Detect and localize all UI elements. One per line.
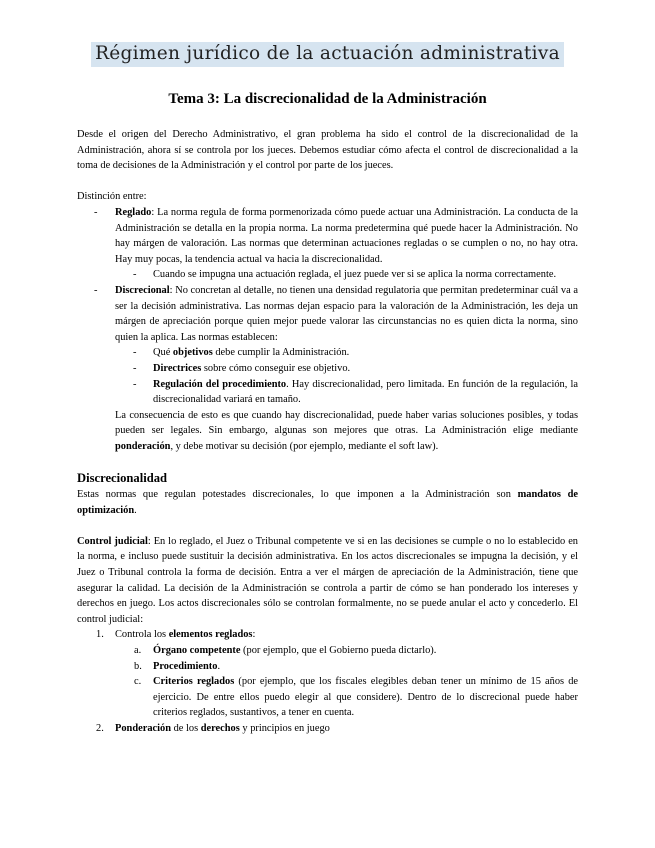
term-control-judicial: Control judicial [77,535,148,547]
reglado-text: : La norma regula de forma pormenorizada cómo puede actuar una Administración. La conducta de la Administración se detalla en la propia norma. La norma predetermina qué puede hacer la Administración. No hay márgen de valoración. Las normas que determinan actuaciones regladas o se cumplen o no, no hay otra. Hay muy pocas, la tendencia actual va hacia la discrecionalidad. [115,206,578,265]
term-discrecional: Discrecional [115,284,170,296]
sub-item-reglado [77,267,578,283]
tema-title: Tema 3: La discrecionalidad de la Administración [168,91,487,107]
item-mid: de los [171,722,201,734]
alpha-item-a [77,643,578,659]
distincion-label: Distinción entre: [77,191,147,203]
item-bold: Órgano competente [153,645,241,656]
item-post: : [252,629,256,641]
sub-item-pre: Qué [153,347,173,359]
list-marker: - [133,362,137,374]
consecuencia-paragraph [77,408,578,455]
list-item-reglado [77,205,578,267]
list-marker: - [94,284,98,296]
sub-item-directrices [77,361,578,377]
list-marker: a. [134,645,142,656]
header [0,42,655,67]
consecuencia-pre: La consecuencia de esto es que cuando hay discrecionalidad, puede haber varias soluciones posibles, y todas pueden ser legales. Sin embargo, algunas son mejores que otras. La Administración elige mediante [115,409,578,437]
item-pre: Controla los [115,629,169,641]
alpha-item-c [77,674,578,721]
item-bold: Ponderación [115,722,171,734]
sub-item-regulacion [77,377,578,408]
list-marker: c. [134,676,142,688]
term-reglado: Reglado [115,206,152,218]
sub-item-post: . Hay discrecionalidad, pero limitada. En función de la regulación, la discrecionalidad variará en tamaño. [153,378,578,406]
section-paragraph [77,487,578,518]
numbered-item-1 [77,627,578,643]
control-paragraph [77,534,578,628]
alpha-item-b [77,659,578,675]
document-header-title: Régimen jurídico de la actuación administrativa [91,42,564,67]
list-marker: - [133,378,137,390]
sub-item-post: sobre cómo conseguir ese objetivo. [201,362,351,374]
item-bold: elementos reglados [168,629,253,641]
item-bold: Procedimiento [153,660,218,672]
list-marker: b. [134,660,142,672]
sub-item-objetivos [77,345,578,361]
document-body [77,127,578,737]
item-bold: Criterios reglados [153,676,235,688]
consecuencia-post: , y debe motivar su decisión (por ejemplo, mediante el soft law). [170,440,439,452]
sub-item-bold: Regulación del procedimiento [153,378,287,390]
sub-item-text: Cuando se impugna una actuación reglada, el juez puede ver si se aplica la norma correctamente. [153,269,557,281]
item-post: . [217,660,221,672]
sub-item-bold: objetivos [172,347,213,359]
item-post: (por ejemplo, que los fiscales elegibles deban tener un mínimo de 15 años de ejercicio. De entre ellos puedo elegir al que considere). Dentro de lo discrecional puede haber criterios reglados, sustantivos, a tener en cuenta. [153,676,578,719]
intro-paragraph: Desde el origen del Derecho Administrativo, el gran problema ha sido el control de la discrecionalidad de la Administración, ahora sí se controla por los jueces. Debemos estudiar cómo afecta el control de discrecionalidad a la toma de decisiones de la Administración y el control por parte de los jueces. [77,129,578,172]
sub-item-bold: Directrices [153,362,202,374]
sub-item-post: debe cumplir la Administración. [212,347,350,359]
consecuencia-bold: ponderación [115,440,171,452]
section-pre: Estas normas que regulan potestades discrecionales, lo que imponen a la Administración son [77,489,518,501]
item-bold-2: derechos [200,722,240,734]
section-bold: mandatos de optimización [77,489,578,516]
item-post: (por ejemplo, que el Gobierno pueda dictarlo). [240,645,437,656]
list-marker: 1. [96,629,104,641]
list-item-discrecional [77,283,578,345]
list-marker: - [133,269,137,281]
control-text: : En lo reglado, el Juez o Tribunal competente ve si en las decisiones se cumple o no lo establecido en la norma, e incluso puede sustituir la decisión administrativa. En los actos discrecionales se impugna la decisión, y el Juez o Tribunal controla la forma de decisión. Entra a ver el márgen de apreciación de la Administración, tiene que asegurar la calidad. La decisión de la Administración se controla a partir de cómo se han ponderado los intereses y derechos en juego. Los actos discrecionales sólo se controlan formalmente, no se puede anular el acto y concederlo. El control judicial: [77,535,579,625]
discrecional-text: : No concretan al detalle, no tienen una densidad regulatoria que permitan predeterminar cuál va a ser la decisión administrativa. Las normas dejan espacio para la valoración de la Administración, les deja un márgen de apreciación porque quien mejor puede valorar las circunstancias no es quien dicta la norma, sino quien la aplica. Las normas establecen: [115,284,578,343]
section-post: . [134,504,137,516]
list-marker: 2. [96,722,104,734]
numbered-item-2 [77,721,578,737]
section-heading: Discrecionalidad [77,471,168,486]
list-marker: - [94,206,98,218]
item-post: y principios en juego [239,722,330,734]
list-marker: - [133,347,137,359]
